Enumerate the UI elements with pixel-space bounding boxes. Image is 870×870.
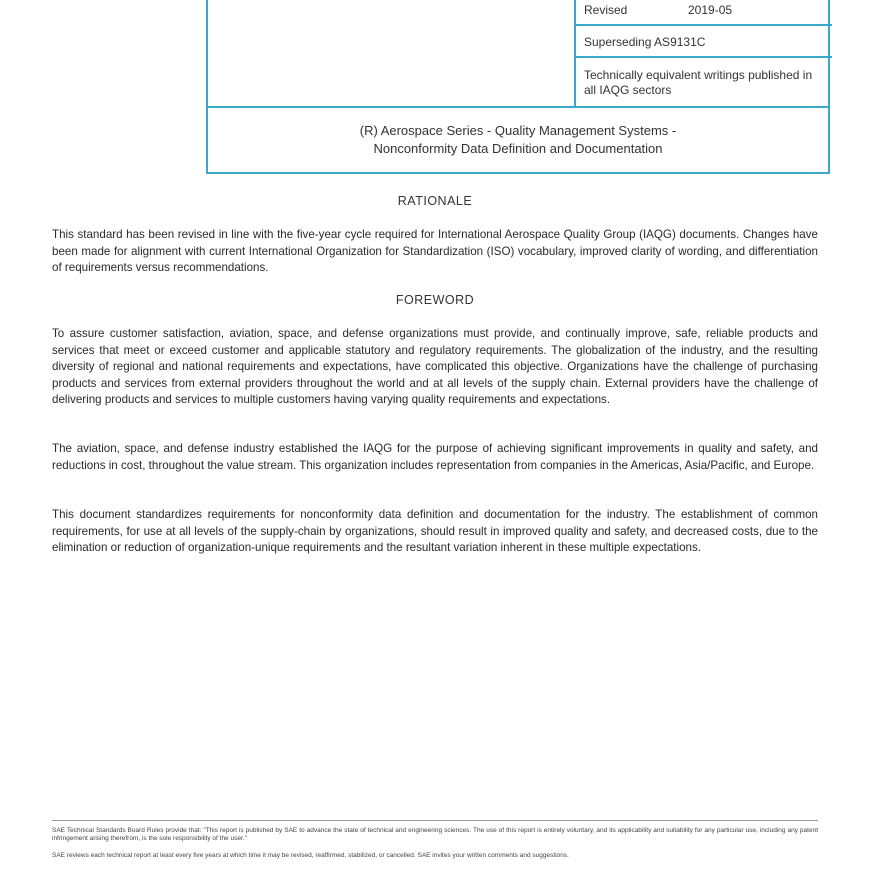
revision-info-panel xyxy=(574,0,832,106)
superseding-text: Superseding AS9131C xyxy=(584,35,706,49)
footer-note-1: SAE Technical Standards Board Rules provide that: "This report is published by SAE to advance the state of technical and engineering sciences. The use of this report is entirely voluntary, and its applicability and suitability for any particular use, including any patent infringement arising therefrom, is the sole responsibility of the user." xyxy=(52,827,818,842)
foreword-paragraph-1: To assure customer satisfaction, aviation, space, and defense organizations must provide, and continually improve, safe, reliable products and services that meet or exceed customer and applicable statutory and regulatory requirements. The globalization of the industry, and the resulting diversity of regional and national requirements and expectations, have complicated this objective. Organizations have the challenge of purchasing products and services from external providers throughout the world and at all levels of the supply chain. External providers have the challenge of delivering products and services to multiple customers having varying quality requirements and expectations. xyxy=(52,327,818,406)
title-divider xyxy=(208,106,828,108)
revised-date: 2019-05 xyxy=(688,3,733,17)
revision-divider xyxy=(576,24,832,26)
document-title-line2: Nonconformity Data Definition and Documentation xyxy=(373,141,663,156)
superseding-divider xyxy=(576,56,832,58)
revised-label: Revised xyxy=(584,3,628,17)
footer-rule xyxy=(52,820,818,821)
rationale-heading: RATIONALE xyxy=(397,194,473,208)
revised-row xyxy=(584,3,733,17)
document-title-line1: (R) Aerospace Series - Quality Management Systems - xyxy=(359,123,677,138)
rationale-text: This standard has been revised in line with the five-year cycle required for International Aerospace Quality Group (IAQG) documents. Changes have been made for alignment with current International Organization for Standardization (ISO) vocabulary, improved clarity of wording, and differentiation of requirements versus recommendations. xyxy=(52,228,818,274)
foreword-paragraph-3: This document standardizes requirements for nonconformity data definition and documentation for the industry. The establishment of common requirements, for use at all levels of the supply-chain by organizations, should result in improved quality and safety, and decreased costs, due to the elimination or reduction of organization-unique requirements and the resultant variation inherent in these multiple expectations. xyxy=(52,508,818,554)
footer-note-2: SAE reviews each technical report at least every five years at which time it may be revised, reaffirmed, stabilized, or cancelled. SAE invites your written comments and suggestions. xyxy=(52,852,569,859)
foreword-heading: FOREWORD xyxy=(395,293,475,307)
document-title xyxy=(208,122,828,158)
foreword-paragraph-2: The aviation, space, and defense industry established the IAQG for the purpose of achieving significant improvements in quality and safety, and reductions in cost, throughout the value stream. This organization includes representation from companies in the Americas, Asia/Pacific, and Europe. xyxy=(52,442,818,472)
document-header-box xyxy=(206,0,830,174)
equivalence-note: Technically equivalent writings published in all IAQG sectors xyxy=(584,68,813,97)
superseding-row xyxy=(584,35,705,49)
